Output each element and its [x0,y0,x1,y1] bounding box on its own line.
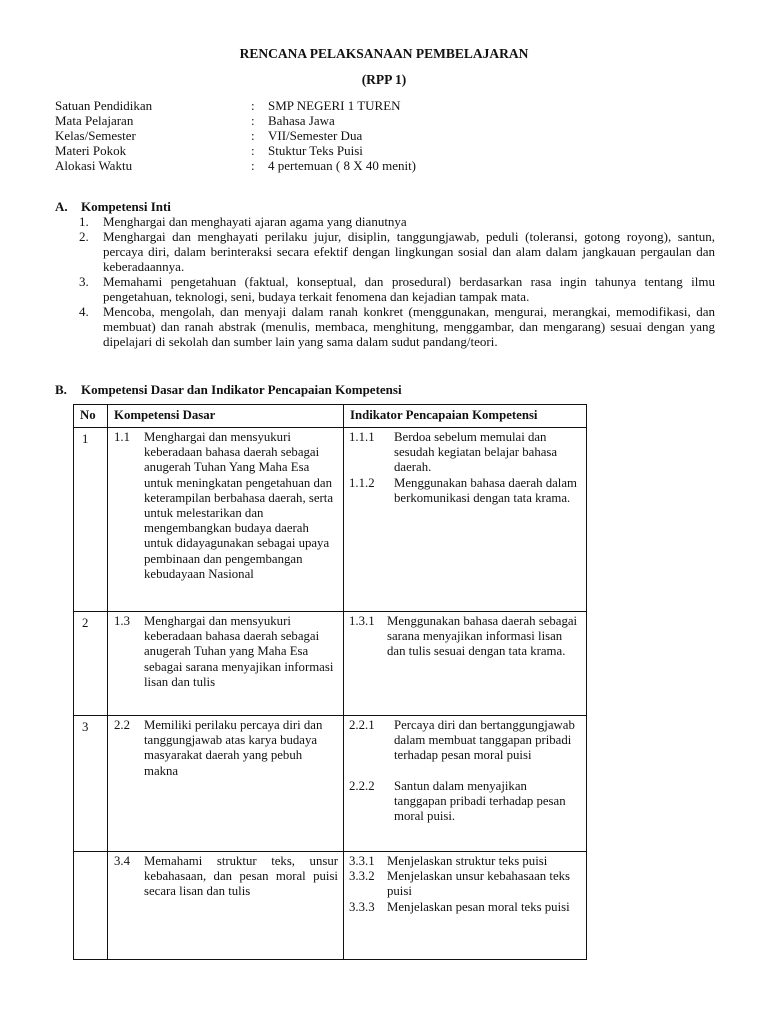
document-title: RENCANA PELAKSANAAN PEMBELAJARAN [239,46,529,61]
identity-row [55,98,416,113]
item-text: Mencoba, mengolah, dan menyaji dalam ranah konkret (menggunakan, mengurai, merangkai, memodifikasi, dan membuat) dan ranah abstrak (menulis, membaca, menghitung, menggambar, dan mengarang) sesuai dengan yang dipelajari di sekolah dan sumber lain yang sama dalam sudut pandang/teori. [103,304,715,349]
kd-code: 1.1 [114,430,130,444]
indicator-code: 1.3.1 [349,614,375,628]
kd-code: 1.3 [114,614,130,628]
kompetensi-dasar-cell [108,852,344,960]
table-row [74,852,587,960]
identity-value: SMP NEGERI 1 TUREN [268,98,401,113]
indicator-code: 3.3.1 [349,854,375,868]
item-number: 4. [79,304,89,319]
indicator-text: Santun dalam menyajikan tanggapan pribadi terhadap pesan moral puisi. [394,778,566,824]
indicator-text: Menjelaskan pesan moral teks puisi [387,899,570,914]
indikator-cell [344,612,587,716]
indicator-text: Menjelaskan unsur kebahasaan teks puisi [387,869,571,899]
table-row [74,428,587,612]
indikator-cell [344,716,587,852]
section-title: Kompetensi Dasar dan Indikator Pencapaian Kompetensi [81,382,402,397]
indicator-code: 3.3.2 [349,869,375,884]
kd-entry [114,718,338,779]
identity-row [55,113,416,128]
identity-label: Materi Pokok [55,143,127,158]
kd-entry [114,614,338,690]
identity-separator: : [251,143,255,158]
indicator-code: 3.3.3 [349,899,375,914]
header-indikator: Indikator Pencapaian Kompetensi [344,405,587,428]
kd-code: 3.4 [114,854,130,868]
indikator-cell [344,852,587,960]
row-number: 2 [74,612,108,716]
identity-label: Alokasi Waktu [55,158,133,173]
section-letter: A. [55,199,68,214]
item-text: Menghargai dan menghayati perilaku jujur, disiplin, tanggungjawab, peduli (toleransi, gotong royong), santun, percaya diri, dalam berinteraksi secara efektif dengan lingkungan sosial dan alam dalam jangkauan pergaulan dan keberadaannya. [103,229,715,274]
indicator-entry [349,900,580,915]
list-item [79,214,715,229]
identity-separator: : [251,158,255,173]
identity-row [55,143,416,158]
kompetensi-dasar-cell [108,428,344,612]
indicator-entry [349,854,580,869]
kd-entry [114,430,338,582]
indicator-code: 1.1.1 [349,430,375,444]
indicator-entry [349,718,580,764]
kd-entry [114,854,338,900]
table-row [74,716,587,852]
row-number: 1 [74,428,108,612]
item-number: 2. [79,229,89,244]
list-item [79,304,715,349]
indicator-text: Percaya diri dan bertanggungjawab dalam membuat tanggapan pribadi terhadap pesan moral puisi [394,718,575,763]
list-item [79,229,715,274]
indicator-entry [349,614,580,660]
identity-separator: : [251,98,255,113]
section-letter: B. [55,382,67,397]
indicator-code: 1.1.2 [349,475,375,490]
item-number: 3. [79,274,89,289]
competency-table [73,404,587,960]
indicator-entry [349,430,580,476]
kd-text: Menghargai dan mensyukuri keberadaan bahasa daerah sebagai anugerah Tuhan Yang Maha Esa untuk meningkatan pengetahuan dan keterampilan berbahasa daerah, serta untuk melestarikan dan mengembangkan budaya daerah untuk didayagunakan sebagai upaya pembinaan dan pengembangan kebudayaan Nasional [144,430,334,581]
identity-label: Mata Pelajaran [55,113,134,128]
identity-row [55,128,416,143]
identity-row [55,158,416,173]
section-title: Kompetensi Inti [81,199,171,214]
item-text: Menghargai dan menghayati ajaran agama yang dianutnya [103,214,407,229]
identity-separator: : [251,128,255,143]
indicator-entry [349,869,580,899]
row-number [74,852,108,960]
table-header-row [74,405,587,428]
identity-value: Stuktur Teks Puisi [268,143,363,158]
indicator-code: 2.2.2 [349,778,375,793]
item-text: Memahami pengetahuan (faktual, konseptual, dan prosedural) berdasarkan rasa ingin tahunya tentang ilmu pengetahuan, teknologi, seni, budaya terkait fenomena dan kejadian tampak mata. [103,274,715,304]
section-a-heading [55,199,171,215]
kompetensi-inti-list [79,214,715,349]
list-item [79,274,715,304]
table-row [74,612,587,716]
identity-value: 4 pertemuan ( 8 X 40 menit) [268,158,417,173]
kd-text: Memahami struktur teks, unsur kebahasaan, dan pesan moral puisi secara lisan dan tulis [144,854,338,899]
indikator-cell [344,428,587,612]
kd-text: Menghargai dan mensyukuri keberadaan bahasa daerah sebagai anugerah Tuhan yang Maha Esa sebagai sarana menyajikan informasi lisan dan tulis [144,614,334,689]
identity-separator: : [251,113,255,128]
indicator-text: Menggunakan bahasa daerah dalam berkomunikasi dengan tata krama. [394,475,577,505]
indicator-code: 2.2.1 [349,718,375,732]
indicator-text: Menjelaskan struktur teks puisi [387,854,548,868]
identity-label: Kelas/Semester [55,128,136,143]
header-no: No [74,405,108,428]
kompetensi-dasar-cell [108,612,344,716]
indicator-text: Menggunakan bahasa daerah sebagai sarana menyajikan informasi lisan dan tulis sesuai dengan tata krama. [387,614,578,659]
row-number: 3 [74,716,108,852]
item-number: 1. [79,214,89,229]
section-b-heading [55,382,402,398]
indicator-entry [349,779,580,825]
indicator-entry [349,476,580,506]
identity-value: Bahasa Jawa [268,113,335,128]
identity-label: Satuan Pendidikan [55,98,153,113]
kd-text: Memiliki perilaku percaya diri dan tanggungjawab atas karya budaya masyarakat daerah yang pebuh makna [144,718,323,778]
identity-value: VII/Semester Dua [268,128,363,143]
kompetensi-dasar-cell [108,716,344,852]
document-subtitle: (RPP 1) [361,72,407,87]
identity-block [55,98,416,173]
indicator-text: Berdoa sebelum memulai dan sesudah kegiatan belajar bahasa daerah. [394,430,558,475]
header-kompetensi-dasar: Kompetensi Dasar [108,405,344,428]
kd-code: 2.2 [114,718,130,732]
